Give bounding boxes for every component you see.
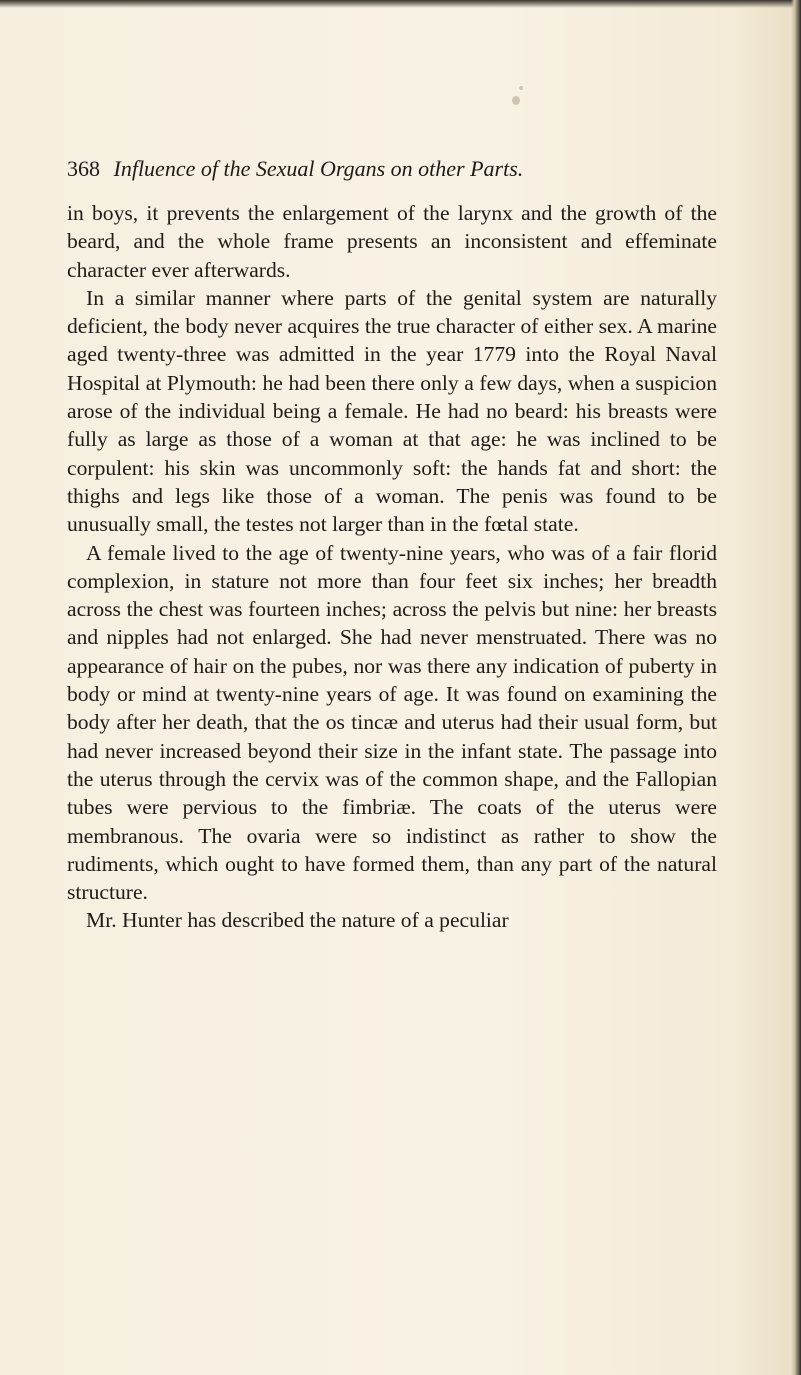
- page-number: 368: [67, 156, 100, 181]
- page-header: [67, 156, 717, 182]
- paragraph: Mr. Hunter has described the nature of a peculiar: [86, 908, 509, 933]
- page-body: [67, 199, 717, 935]
- paragraph: A female lived to the age of twenty-nine years, who was of a fair florid complexion, in stature not more than four feet six inches; her breadth across the chest was fourteen inches; across the pelvis but nine: her breasts and nipples had not enlarged. She had never menstruated. There was no appearance of hair on the pubes, nor was there any indication of puberty in body or mind at twenty-nine years of age. It was found on examining the body after her death, that the os tincæ and uterus had their usual form, but had never increased beyond their size in the infant state. The passage into the uterus through the cervix was of the common shape, and the Fallopian tubes were pervious to the fimbriæ. The coats of the uterus were membranous. The ovaria were so indistinct as rather to show the rudiments, which ought to have formed them, than any part of the natural structure.: [67, 540, 717, 905]
- paper-speck: [512, 96, 520, 105]
- page-top-edge: [0, 0, 801, 8]
- paper-speck: [519, 86, 523, 90]
- page-right-edge: [791, 0, 801, 1375]
- paragraph: In a similar manner where parts of the genital system are naturally deficient, the body never acquires the true character of either sex. A marine aged twenty-three was admitted in the year 1779 into the Royal Naval Hospital at Plymouth: he had been there only a few days, when a suspicion arose of the individual being a female. He had no beard: his breasts were fully as large as those of a woman at that age: he was inclined to be corpulent: his skin was uncommonly soft: the hands fat and short: the thighs and legs like those of a woman. The penis was found to be unusually small, the testes not larger than in the fœtal state.: [67, 285, 717, 537]
- paragraph: in boys, it prevents the enlargement of the larynx and the growth of the beard, and the whole frame presents an inconsistent and effeminate character ever afterwards.: [67, 201, 717, 282]
- running-title: Influence of the Sexual Organs on other Parts.: [113, 156, 524, 181]
